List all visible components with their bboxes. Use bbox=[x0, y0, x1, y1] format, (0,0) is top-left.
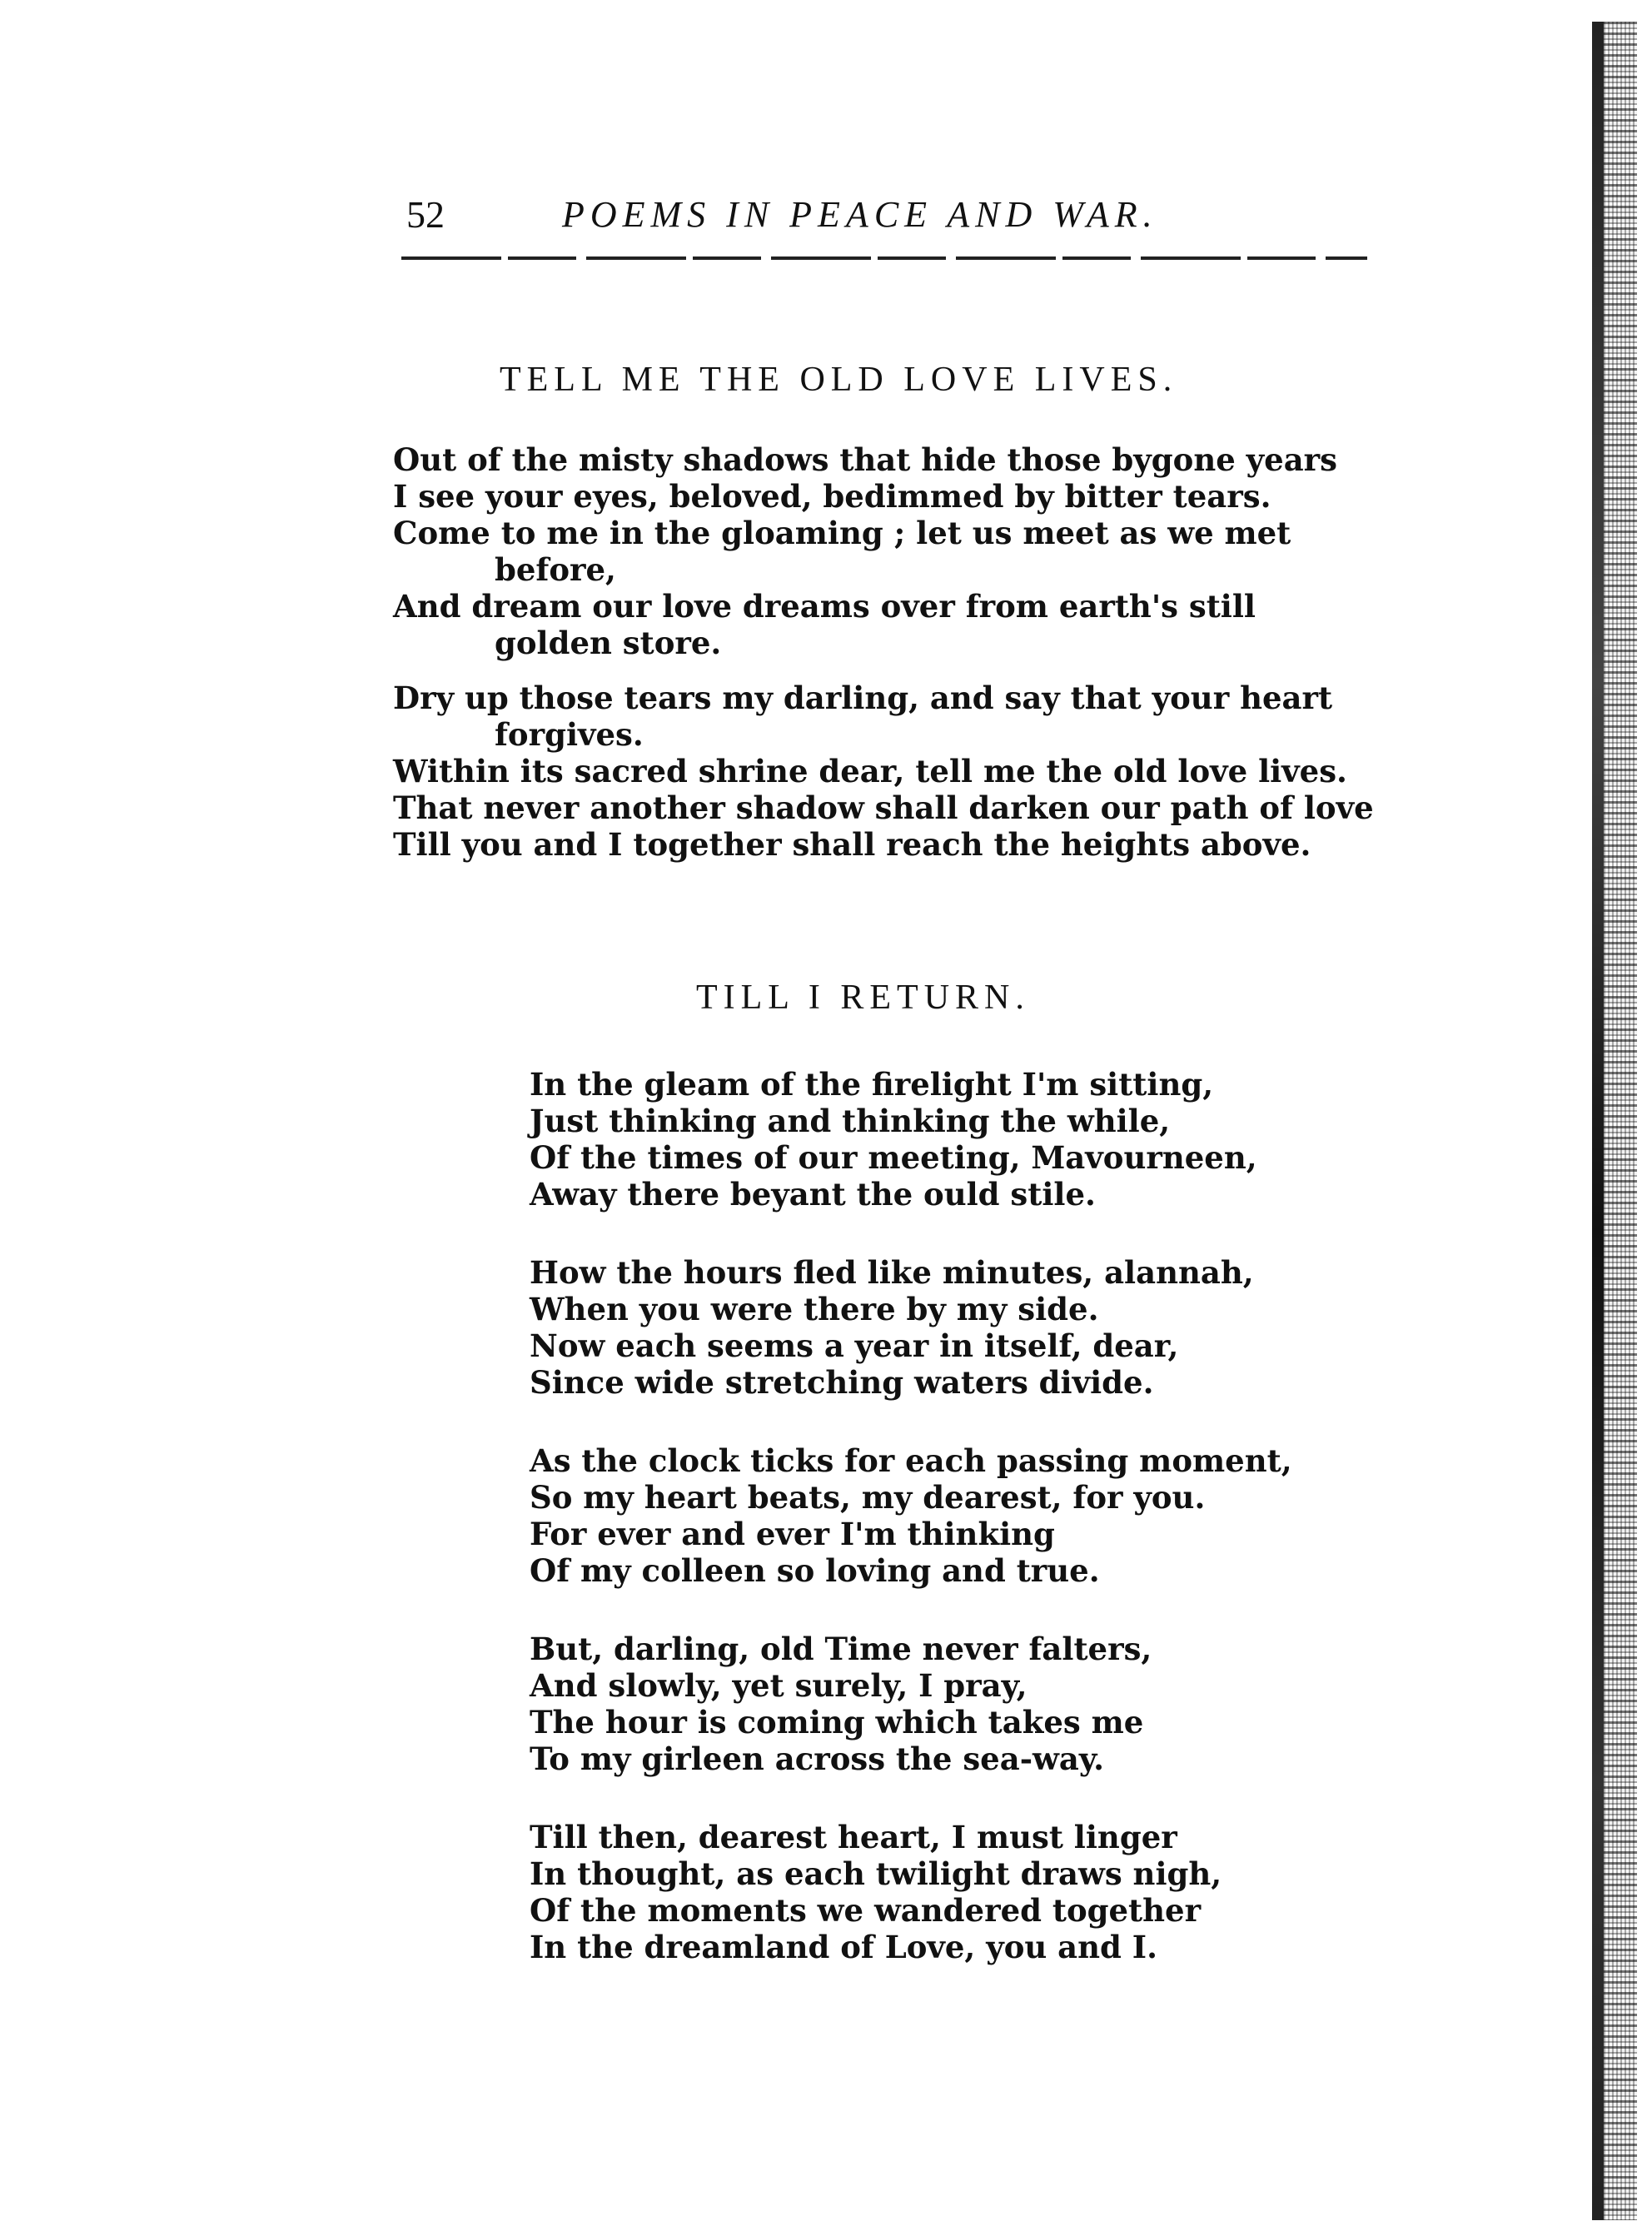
poem-line: Away there beyant the ould stile. bbox=[530, 1176, 1096, 1213]
poem-line: Till then, dearest heart, I must linger bbox=[530, 1819, 1177, 1855]
running-title: POEMS IN PEACE AND WAR. bbox=[562, 194, 1158, 235]
poem-line: Out of the misty shadows that hide those bygone years bbox=[393, 441, 1338, 478]
poem-line: Dry up those tears my darling, and say that your heart bbox=[393, 680, 1333, 716]
poem-line: And slowly, yet surely, I pray, bbox=[530, 1667, 1028, 1704]
poem-line: In the dreamland of Love, you and I. bbox=[530, 1929, 1157, 1965]
poem-line: Of the moments we wandered together bbox=[530, 1892, 1202, 1929]
poem-line: Come to me in the gloaming ; let us meet as we met bbox=[393, 515, 1291, 551]
poem-line: In thought, as each twilight draws nigh, bbox=[530, 1855, 1222, 1892]
binding-texture bbox=[1604, 22, 1637, 2220]
poem-line-continuation: before, bbox=[495, 551, 616, 588]
poem-line: Now each seems a year in itself, dear, bbox=[530, 1327, 1179, 1364]
stanza bbox=[530, 1066, 1279, 1213]
header-rule bbox=[401, 256, 1367, 260]
stanza bbox=[393, 441, 1384, 661]
running-head bbox=[400, 190, 1374, 248]
poem-line: To my girleen across the sea-way. bbox=[530, 1740, 1105, 1777]
stanza bbox=[530, 1254, 1279, 1401]
stanza bbox=[530, 1631, 1279, 1777]
poem-line: Since wide stretching waters divide. bbox=[530, 1364, 1154, 1401]
binding-shadow bbox=[1592, 22, 1604, 2220]
stanza bbox=[393, 680, 1384, 863]
poem-line: Within its sacred shrine dear, tell me the old love lives. bbox=[393, 753, 1347, 789]
scanned-binding-edge bbox=[1587, 22, 1640, 2220]
stanza bbox=[530, 1442, 1292, 1589]
poem-line: Of my colleen so loving and true. bbox=[530, 1552, 1100, 1589]
poem-line: The hour is coming which takes me bbox=[530, 1704, 1144, 1740]
poem-line: As the clock ticks for each passing moment, bbox=[530, 1442, 1292, 1479]
poem-title: TILL I RETURN. bbox=[696, 979, 1030, 1017]
poem-line: Just thinking and thinking the while, bbox=[530, 1103, 1171, 1139]
poem-line-continuation: forgives. bbox=[495, 716, 644, 753]
poem-line: Till you and I together shall reach the heights above. bbox=[393, 826, 1311, 863]
poem-line: And dream our love dreams over from earth's still bbox=[393, 588, 1256, 625]
poem-line-continuation: golden store. bbox=[495, 625, 722, 661]
poem-line: That never another shadow shall darken our path of love bbox=[393, 789, 1374, 826]
poem-line: How the hours fled like minutes, alannah, bbox=[530, 1254, 1254, 1291]
poem-line: Of the times of our meeting, Mavourneen, bbox=[530, 1139, 1257, 1176]
poem-line: When you were there by my side. bbox=[530, 1291, 1099, 1327]
poem-line: For ever and ever I'm thinking bbox=[530, 1516, 1055, 1552]
poem-line: In the gleam of the firelight I'm sitting, bbox=[530, 1066, 1214, 1103]
stanza bbox=[530, 1819, 1279, 1965]
poem-title: TELL ME THE OLD LOVE LIVES. bbox=[500, 361, 1178, 399]
poem-line: I see your eyes, beloved, bedimmed by bitter tears. bbox=[393, 478, 1271, 515]
poem-line: So my heart beats, my dearest, for you. bbox=[530, 1479, 1206, 1516]
poem-line: But, darling, old Time never falters, bbox=[530, 1631, 1152, 1667]
page-number: 52 bbox=[406, 193, 445, 236]
